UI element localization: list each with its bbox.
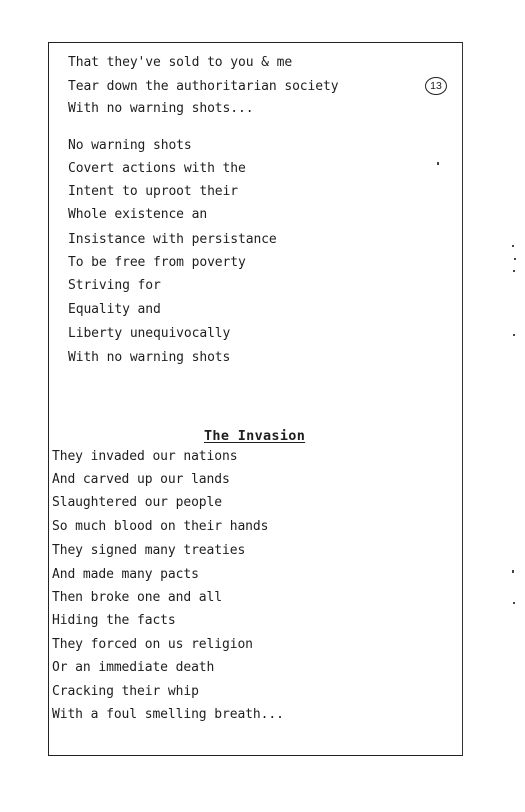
scan-speck [513,334,515,336]
scan-speck [437,162,439,165]
poem-line: They forced on us religion [52,637,253,652]
poem-line: To be free from poverty [68,255,246,270]
poem-line: Covert actions with the [68,161,246,176]
poem-line: Slaughtered our people [52,495,222,510]
poem-line: Intent to uproot their [68,184,238,199]
scan-speck [512,570,514,573]
poem-line: Equality and [68,302,161,317]
poem-line: No warning shots [68,138,192,153]
poem-line: And carved up our lands [52,472,230,487]
poem-line: They invaded our nations [52,449,238,464]
poem-line: They signed many treaties [52,543,246,558]
poem-line: Striving for [68,278,161,293]
scan-speck [513,270,515,272]
poem-line: Then broke one and all [52,590,222,605]
poem-line: So much blood on their hands [52,519,269,534]
poem-line: With a foul smelling breath... [52,707,284,722]
poem-line: Whole existence an [68,207,208,222]
poem-title: The Invasion [204,428,306,444]
poem-line: Cracking their whip [52,684,199,699]
poem-line: Liberty unequivocally [68,326,231,341]
poem-line: Hiding the facts [52,613,176,628]
poem-line: With no warning shots... [68,101,254,116]
poem-line: And made many pacts [52,567,199,582]
poem-line: With no warning shots [68,350,231,365]
page-number-circle: 13 [425,77,447,95]
poem-line: Tear down the authoritarian society [68,79,339,94]
poem-line: That they've sold to you & me [68,55,293,70]
scan-speck [512,245,514,247]
poem-line: Insistance with persistance [68,232,277,247]
scan-speck [514,258,516,260]
scan-speck [513,602,515,604]
poem-line: Or an immediate death [52,660,215,675]
